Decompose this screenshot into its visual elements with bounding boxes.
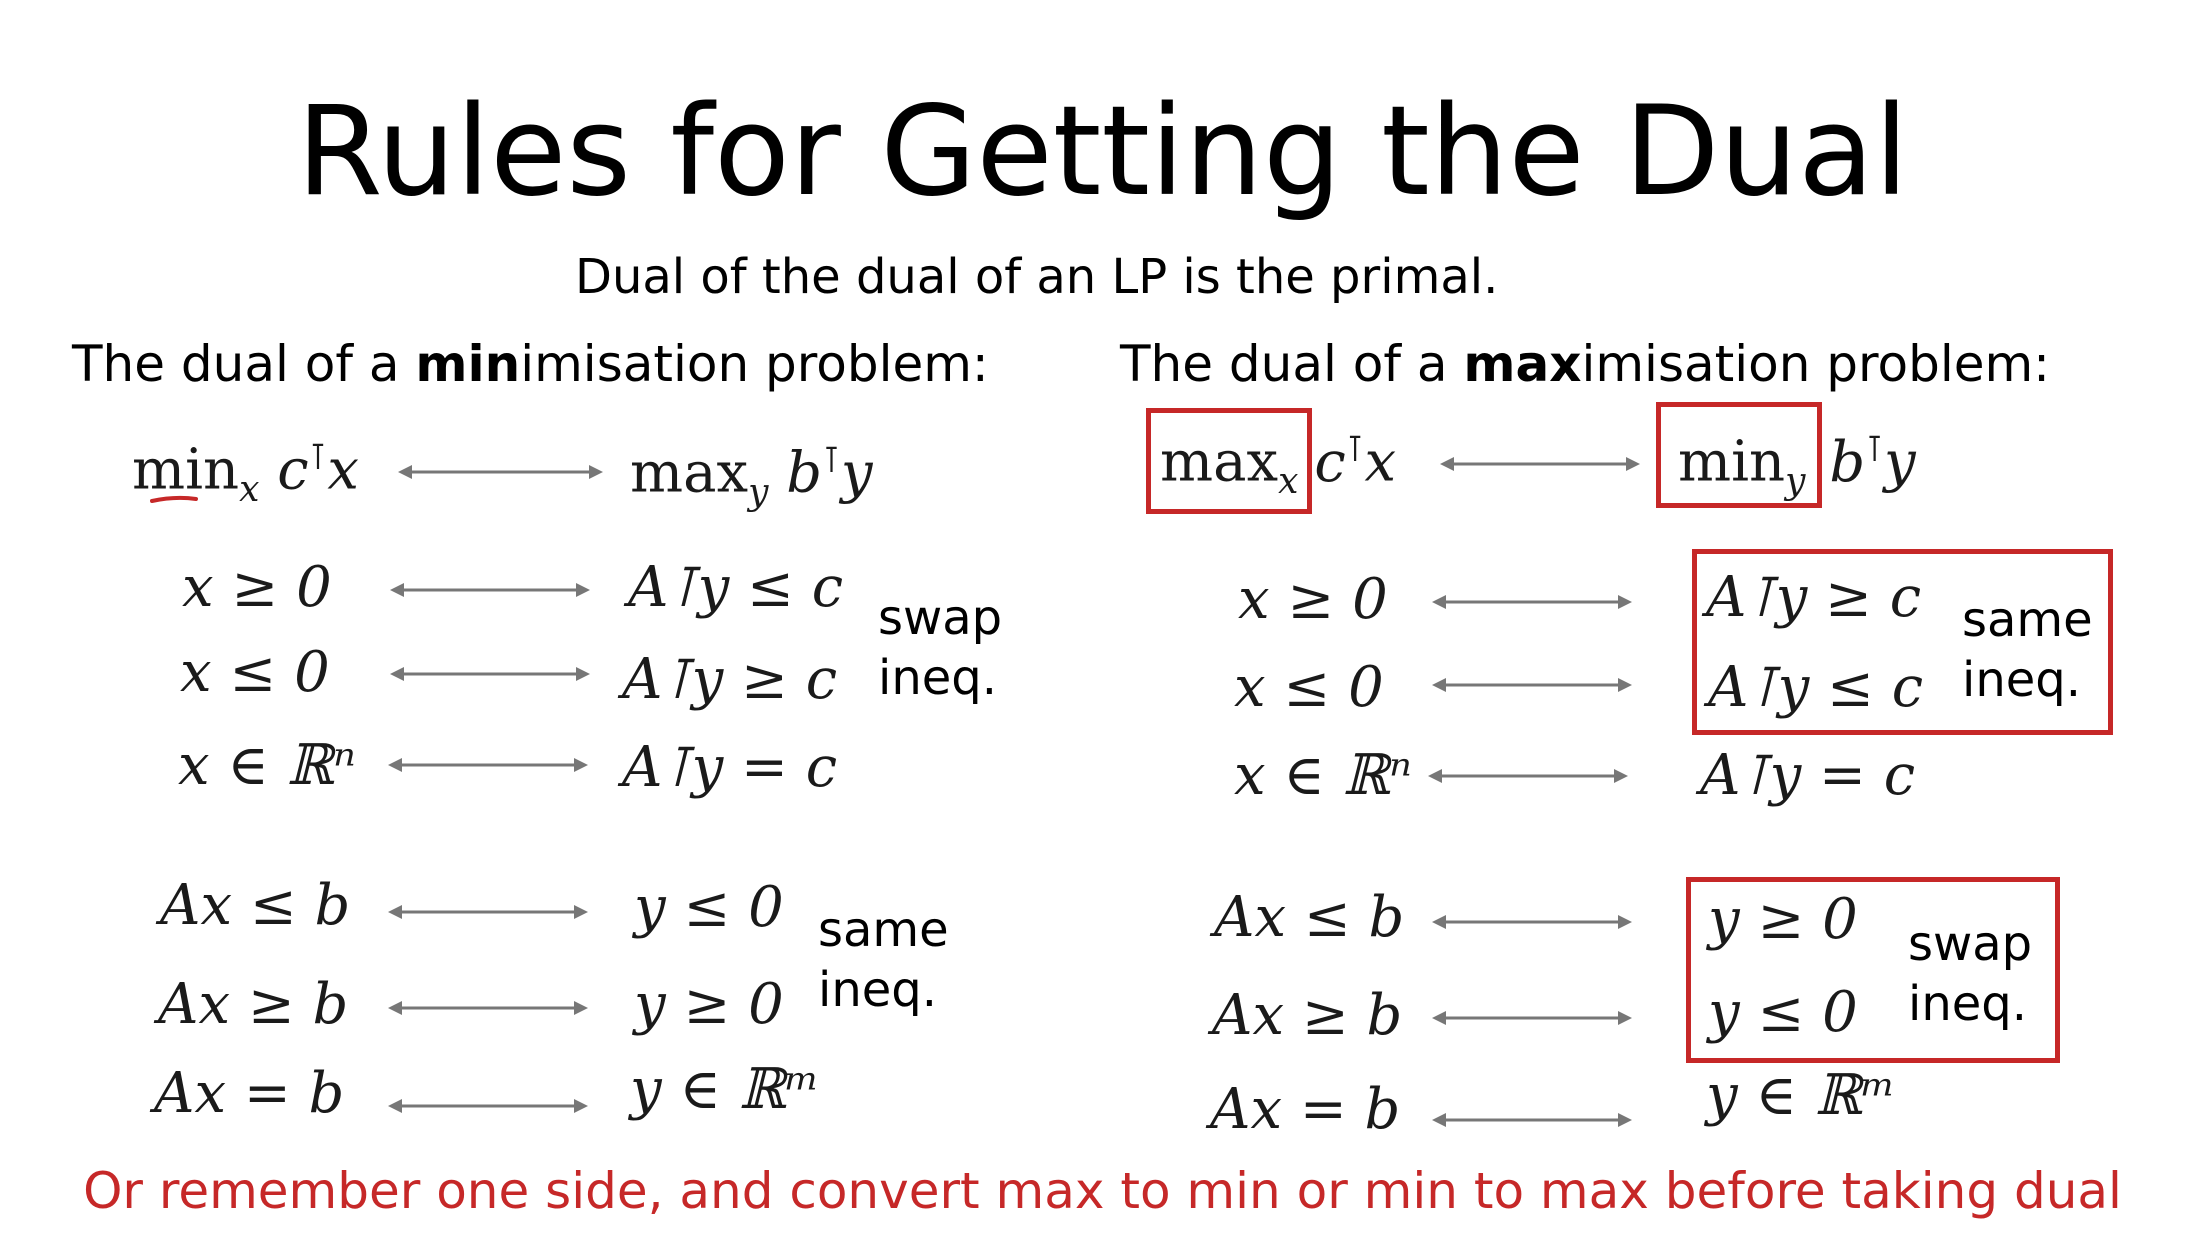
right-var-row-1-rhs: A⊺y ≥ c (1706, 565, 1922, 630)
right-var-row-3-arrow (1428, 766, 1628, 786)
left-var-row-3-arrow (388, 755, 588, 775)
left-objective-dual-var: y (840, 440, 873, 506)
right-con-row-3-arrow (1432, 1110, 1632, 1130)
left-heading-prefix: The dual of a (72, 335, 416, 393)
right-con-row-2-lhs: Ax ≥ b (1212, 983, 1403, 1048)
left-con-row-1-arrow (388, 902, 588, 922)
right-var-row-2-lhs: x ≤ 0 (1234, 655, 1384, 720)
left-heading-bold: min (415, 335, 521, 393)
left-var-note-line-2: ineq. (878, 650, 998, 706)
left-objective-primal-var: x (327, 437, 359, 503)
right-objective-primal-var: x (1364, 429, 1397, 495)
left-con-row-2-lhs: Ax ≥ b (158, 972, 349, 1037)
right-heading (1120, 335, 2051, 393)
left-objective-arrow (398, 462, 603, 482)
footer-tip: Or remember one side, and convert max to min or min to max before taking dual (83, 1162, 2122, 1220)
right-objective-primal-expr: c (1314, 429, 1346, 495)
right-constraint-note-line-2: ineq. (1908, 976, 2028, 1032)
right-objective-dual-sup: ⊺ (1865, 429, 1885, 470)
right-var-row-2-rhs: A⊺y ≤ c (1708, 655, 1924, 720)
right-objective-dual (1678, 429, 1916, 502)
right-constraint-note-line-1: swap (1908, 916, 2033, 972)
right-objective-dual-var: y (1884, 429, 1916, 495)
right-con-row-1-lhs: Ax ≤ b (1214, 885, 1405, 950)
right-var-note-line-2: ineq. (1962, 652, 2082, 708)
left-con-row-1-rhs: y ≤ 0 (634, 875, 784, 940)
left-constraint-note-line-2: ineq. (818, 962, 938, 1018)
left-heading (72, 335, 989, 393)
left-var-row-1-rhs: A⊺y ≤ c (628, 555, 844, 620)
right-con-row-2-rhs: y ≤ 0 (1708, 980, 1858, 1045)
left-con-row-2-rhs: y ≥ 0 (634, 972, 784, 1037)
left-con-row-3-lhs: Ax = b (154, 1061, 345, 1126)
left-objective-primal-expr: c (277, 437, 309, 503)
right-constraint-note (1908, 914, 2032, 1034)
right-objective-primal-op: max (1160, 429, 1279, 495)
right-con-row-3-lhs: Ax = b (1210, 1077, 1401, 1142)
right-objective-primal-sub: x (1278, 460, 1299, 502)
right-objective-dual-expr: b (1829, 429, 1866, 495)
left-constraint-note (818, 900, 949, 1020)
left-var-row-1-arrow (390, 580, 590, 600)
right-con-row-3-rhs: y ∈ ℝᵐ (1706, 1063, 1896, 1128)
right-objective-primal (1160, 429, 1397, 502)
left-var-row-2-lhs: x ≤ 0 (180, 640, 330, 705)
left-var-note-line-1: swap (878, 590, 1003, 646)
right-var-row-1-arrow (1432, 592, 1632, 612)
left-objective-primal-sup: ⊺ (308, 437, 328, 478)
min-underline-mark (150, 493, 200, 505)
right-heading-suffix: imisation problem: (1581, 335, 2051, 393)
right-objective-primal-sup: ⊺ (1345, 429, 1365, 470)
left-constraint-note-line-1: same (818, 902, 949, 958)
right-var-note-line-1: same (1962, 592, 2093, 648)
page-title: Rules for Getting the Dual (296, 80, 1909, 224)
left-var-row-3-rhs: A⊺y = c (622, 735, 838, 800)
right-var-row-2-arrow (1432, 675, 1632, 695)
right-objective-dual-op: min (1678, 429, 1786, 495)
right-con-row-1-rhs: y ≥ 0 (1708, 887, 1858, 952)
subtitle: Dual of the dual of an LP is the primal. (575, 249, 1499, 305)
right-var-note (1962, 590, 2093, 710)
right-var-row-3-rhs: A⊺y = c (1700, 743, 1916, 808)
right-objective-dual-sub: y (1785, 460, 1806, 502)
left-var-row-2-arrow (390, 664, 590, 684)
right-heading-prefix: The dual of a (1120, 335, 1464, 393)
left-objective-dual-op: max (630, 440, 749, 506)
right-objective-arrow (1440, 454, 1640, 474)
left-objective-dual-sup: ⊺ (822, 440, 841, 481)
left-heading-suffix: imisation problem: (520, 335, 989, 393)
left-con-row-2-arrow (388, 998, 588, 1018)
right-con-row-1-arrow (1432, 912, 1632, 932)
left-con-row-3-arrow (388, 1096, 588, 1116)
right-heading-bold: max (1463, 335, 1582, 393)
left-var-row-3-lhs: x ∈ ℝⁿ (178, 733, 356, 798)
left-var-note (878, 588, 1002, 708)
left-var-row-1-lhs: x ≥ 0 (182, 555, 332, 620)
left-objective-dual-sub: y (748, 471, 769, 513)
left-objective-primal-op: min (132, 437, 240, 503)
left-var-row-2-rhs: A⊺y ≥ c (622, 647, 838, 712)
right-var-row-1-lhs: x ≥ 0 (1238, 567, 1388, 632)
right-var-row-3-lhs: x ∈ ℝⁿ (1234, 743, 1412, 808)
left-con-row-1-lhs: Ax ≤ b (160, 873, 351, 938)
left-objective-dual (630, 440, 873, 513)
left-objective-primal-sub: x (239, 468, 260, 510)
left-objective-dual-expr: b (786, 440, 823, 506)
left-con-row-3-rhs: y ∈ ℝᵐ (630, 1057, 820, 1122)
right-con-row-2-arrow (1432, 1008, 1632, 1028)
